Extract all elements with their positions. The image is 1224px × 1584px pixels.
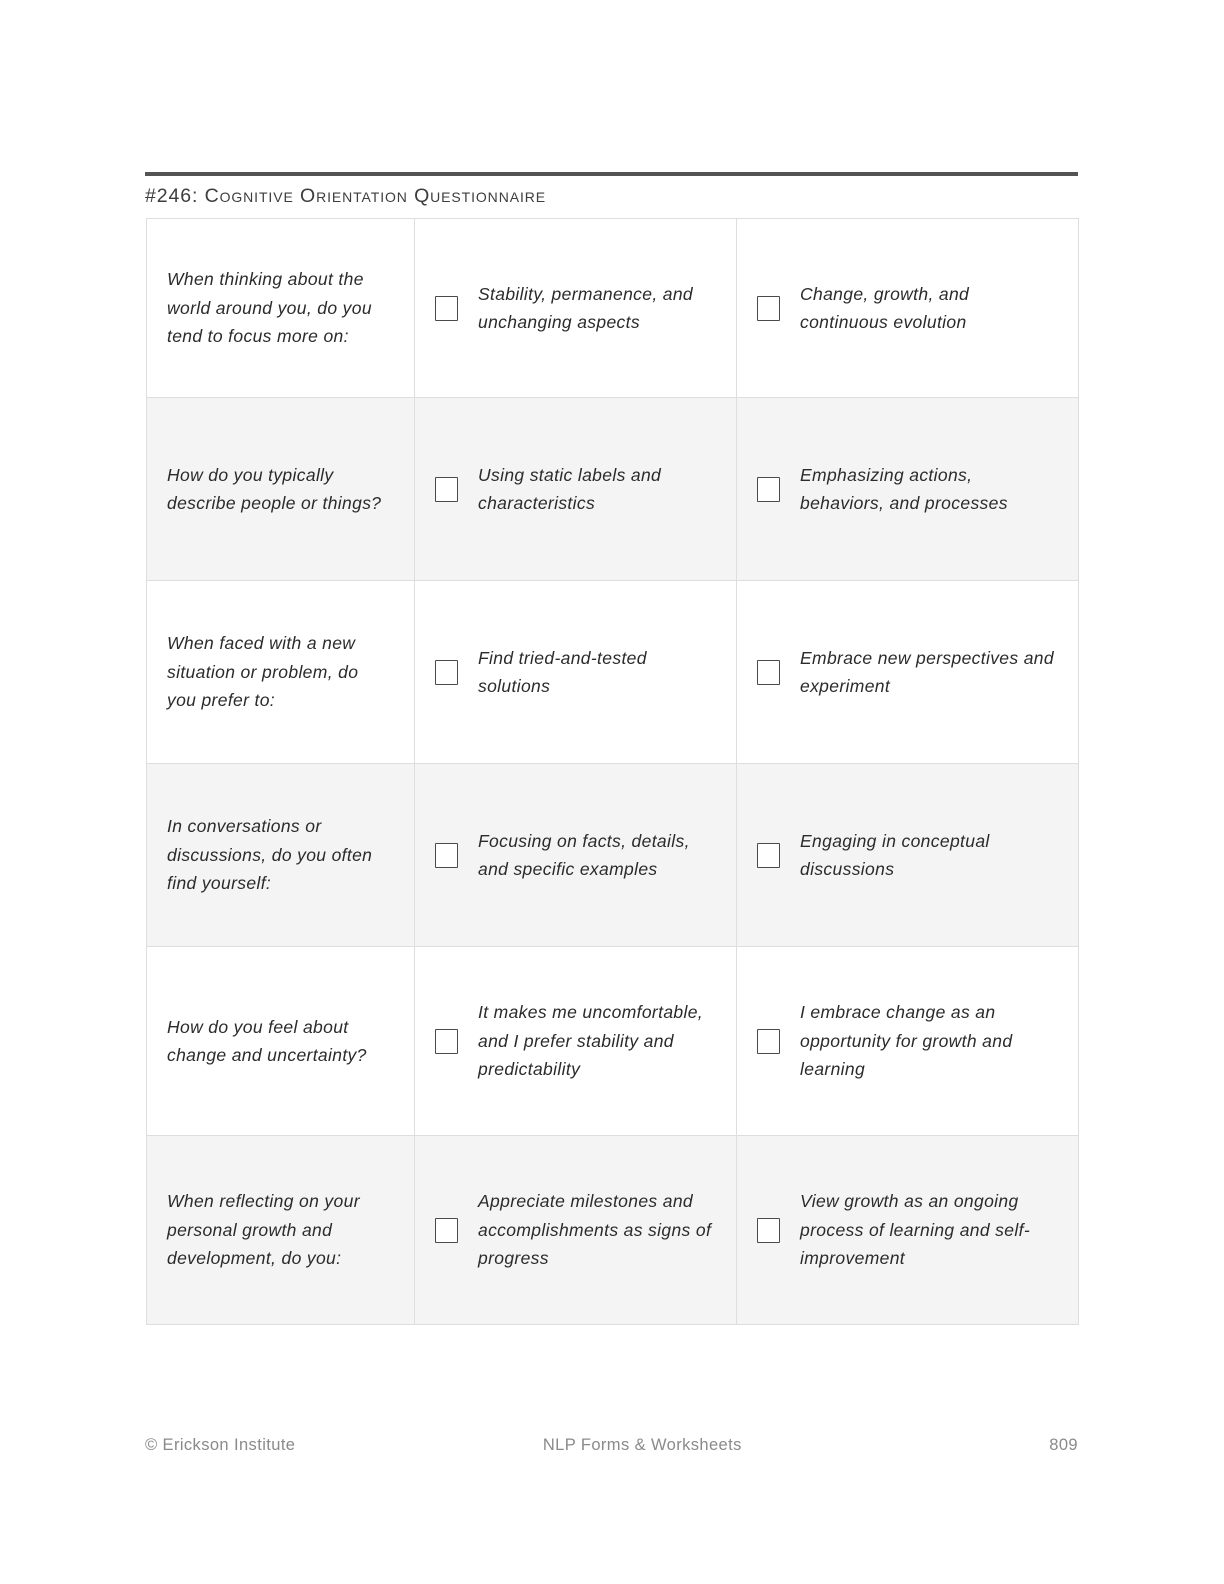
option-b-text: I embrace change as an opportunity for growth and learning — [800, 1002, 1013, 1080]
question-text: When thinking about the world around you, do you tend to focus more on: — [167, 269, 372, 347]
checkbox-icon[interactable] — [757, 1029, 780, 1054]
page-title: #246: Cognitive Orientation Questionnaire — [145, 185, 546, 207]
footer-copyright: © Erickson Institute — [145, 1436, 296, 1454]
option-a-cell[interactable] — [415, 764, 737, 947]
option-a-cell[interactable] — [415, 1136, 737, 1325]
table-row — [147, 219, 1079, 398]
page-header — [145, 172, 1078, 208]
option-b-text: View growth as an ongoing process of learning and self-improvement — [800, 1191, 1030, 1269]
option-a-text: Appreciate milestones and accomplishments as signs of progress — [478, 1191, 712, 1269]
table-row — [147, 1136, 1079, 1325]
footer-series-title: NLP Forms & Worksheets — [542, 1436, 742, 1454]
question-text: How do you feel about change and uncertainty? — [167, 1016, 367, 1065]
option-b-text: Emphasizing actions, behaviors, and processes — [800, 464, 1008, 513]
question-cell — [147, 1136, 415, 1325]
question-text: How do you typically describe people or things? — [167, 464, 382, 513]
questionnaire-table — [146, 218, 1079, 1325]
option-b-text: Change, growth, and continuous evolution — [800, 283, 970, 332]
option-a-cell[interactable] — [415, 581, 737, 764]
option-a-text: Focusing on facts, details, and specific examples — [478, 830, 690, 879]
table-row — [147, 764, 1079, 947]
option-b-cell[interactable] — [737, 1136, 1079, 1325]
question-text: When faced with a new situation or problem, do you prefer to: — [167, 633, 359, 711]
question-cell — [147, 219, 415, 398]
question-text: When reflecting on your personal growth and development, do you: — [167, 1191, 360, 1269]
option-b-cell[interactable] — [737, 398, 1079, 581]
checkbox-icon[interactable] — [757, 1218, 780, 1243]
question-cell — [147, 764, 415, 947]
question-cell — [147, 398, 415, 581]
option-a-text: Using static labels and characteristics — [478, 464, 662, 513]
option-a-text: Stability, permanence, and unchanging aspects — [478, 283, 694, 332]
option-a-cell[interactable] — [415, 947, 737, 1136]
option-a-text: Find tried-and-tested solutions — [478, 647, 647, 696]
checkbox-icon[interactable] — [435, 296, 458, 321]
checkbox-icon[interactable] — [757, 843, 780, 868]
question-cell — [147, 947, 415, 1136]
checkbox-icon[interactable] — [435, 1029, 458, 1054]
checkbox-icon[interactable] — [757, 296, 780, 321]
option-a-text: It makes me uncomfortable, and I prefer stability and predictability — [478, 1002, 704, 1080]
table-row — [147, 581, 1079, 764]
checkbox-icon[interactable] — [435, 1218, 458, 1243]
question-cell — [147, 581, 415, 764]
option-b-cell[interactable] — [737, 764, 1079, 947]
checkbox-icon[interactable] — [757, 660, 780, 685]
option-b-cell[interactable] — [737, 219, 1079, 398]
option-b-cell[interactable] — [737, 947, 1079, 1136]
checkbox-icon[interactable] — [435, 843, 458, 868]
option-b-text: Embrace new perspectives and experiment — [800, 647, 1054, 696]
option-b-cell[interactable] — [737, 581, 1079, 764]
option-a-cell[interactable] — [415, 398, 737, 581]
table-row — [147, 398, 1079, 581]
checkbox-icon[interactable] — [757, 477, 780, 502]
option-b-text: Engaging in conceptual discussions — [800, 830, 990, 879]
checkbox-icon[interactable] — [435, 477, 458, 502]
page-footer — [145, 1436, 1078, 1455]
option-a-cell[interactable] — [415, 219, 737, 398]
table-row — [147, 947, 1079, 1136]
checkbox-icon[interactable] — [435, 660, 458, 685]
question-text: In conversations or discussions, do you often find yourself: — [167, 816, 373, 894]
header-rule — [145, 172, 1078, 176]
footer-page-number: 809 — [1049, 1436, 1078, 1454]
